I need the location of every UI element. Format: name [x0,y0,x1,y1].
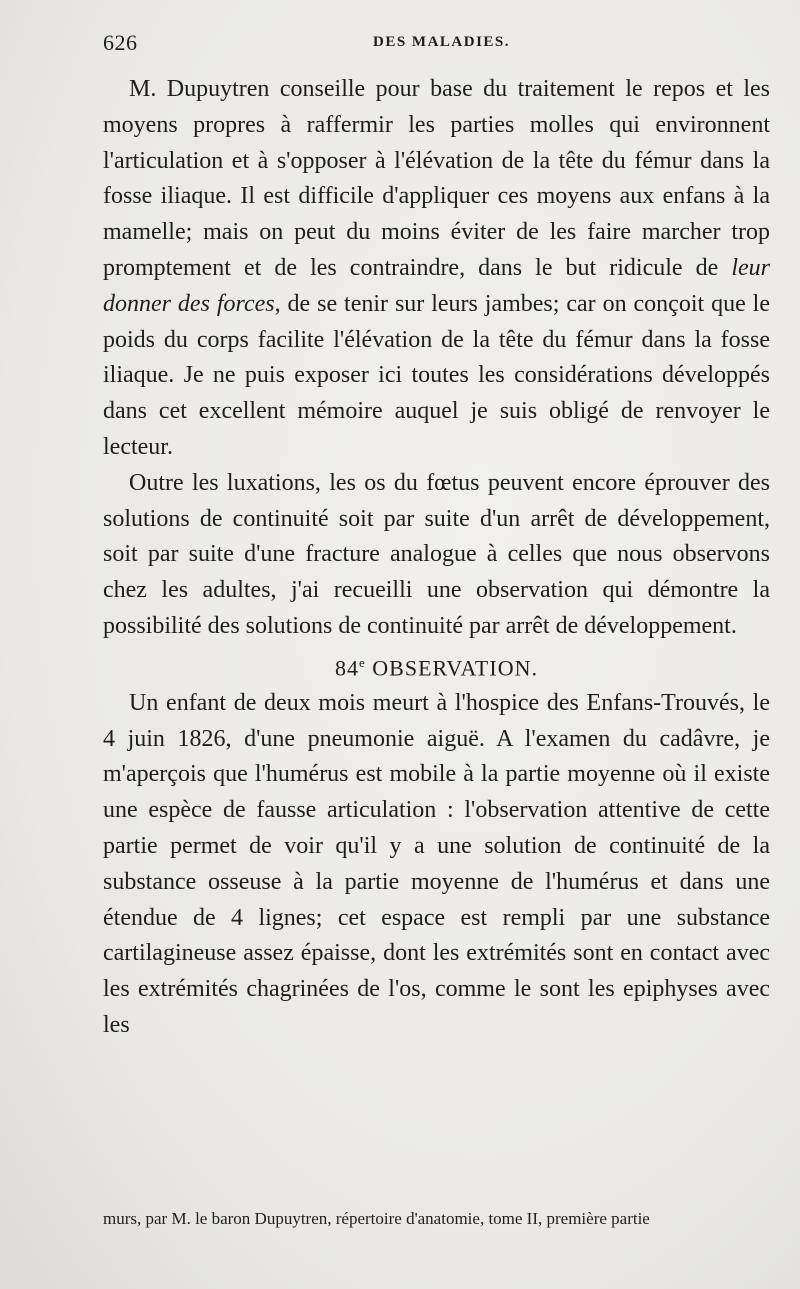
footnote: murs, par M. le baron Dupuytren, répertoire d'anatomie, tome II, première partie [103,1209,650,1228]
paragraph-treatment-end: , de se tenir sur leurs jambes; car on conçoit que le poids du corps facilite l'élévation de la tête du fémur dans la fosse iliaque. Je ne puis exposer ici toutes les considérations développés dans cet excellent mémoire auquel je suis obligé de renvoyer le lecteur. [103,290,770,460]
paragraph-treatment [103,72,770,466]
observation-number: 84 [335,655,359,681]
running-head: DES MALADIES. [373,34,511,50]
paragraph-observation: Un enfant de deux mois meurt à l'hospice des Enfans-Trouvés, le 4 juin 1826, d'une pneumonie aiguë. A l'examen du cadâvre, je m'aperçois que l'humérus est mobile à la partie moyenne où il existe une espèce de fausse articulation : l'observation attentive de cette partie permet de voir qu'il y a une solution de continuité de la substance osseuse à la partie moyenne de l'humérus et dans une étendue de 4 lignes; cet espace est rempli par une substance cartilagineuse assez épaisse, dont les extrémités sont en contact avec les extrémités chagrinées de l'os, comme le sont les epiphyses avec les [103,689,770,1039]
page-number: 626 [103,30,138,55]
observation-title: OBSERVATION. [372,655,538,681]
page-header [103,30,770,60]
italic-phrase: leur donner des forces [103,254,771,317]
paragraph-treatment-start: M. Dupuytren conseille pour base du traitement le repos et les moyens propres à raffermir les parties molles qui environnent l'articulation et à s'opposer à l'élévation de la tête du fémur dans la fosse iliaque. Il est difficile d'appliquer ces moyens aux enfans à la mamelle; mais on peut du moins éviter de les faire marcher trop promptement et de les contraindre, dans le but ridicule de [103,76,770,281]
observation-heading [103,645,770,686]
observation-number-suffix: e [359,654,366,670]
body-text [103,72,770,1044]
paragraph-luxations: Outre les luxations, les os du fœtus peuvent encore éprouver des solutions de continuité soit par suite d'un arrêt de développement, soit par suite d'une fracture analogue à celles que nous observons chez les adultes, j'ai recueilli une observation qui démontre la possibilité des solutions de continuité par arrêt de développement. [103,469,770,639]
